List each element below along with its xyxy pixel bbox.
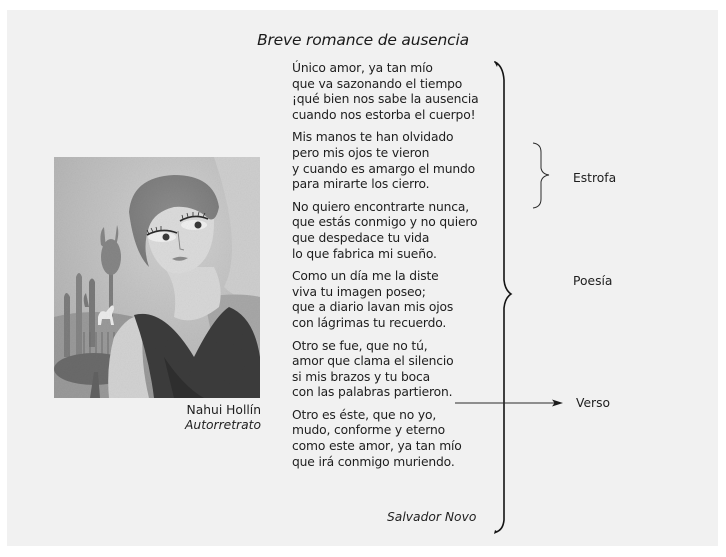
verse-line: con lágrimas tu recuerdo. [292, 315, 447, 330]
poem-label: Poesía [573, 274, 613, 288]
verse-line: No quiero encontrarte nunca, [292, 199, 470, 214]
verse-line: amor que clama el silencio [292, 354, 454, 369]
poem-brace-icon [495, 62, 511, 532]
verse-label: Verso [576, 396, 611, 410]
verse-line: cuando nos estorba el cuerpo! [292, 107, 476, 122]
verse-line: para mirarte los cierro. [292, 177, 430, 192]
verse-line: con las palabras partieron. [292, 385, 453, 400]
verse-line: que a diario lavan mis ojos [292, 300, 454, 315]
verse-line: Otro es éste, que no yo, [292, 407, 437, 422]
verse-line: Otro se fue, que no tú, [292, 338, 428, 353]
verse-line: Único amor, ya tan mío [292, 61, 433, 75]
verse-line: lo que fabrica mi sueño. [292, 246, 437, 261]
stanza-brace-icon [533, 143, 549, 208]
verse-line: si mis brazos y tu boca [292, 369, 431, 384]
painting-artist: Nahui Hollín [186, 403, 261, 417]
poem-author: Salvador Novo [387, 510, 477, 524]
verse-line: que va sazonando el tiempo [292, 76, 463, 91]
verse-line: viva tu imagen poseo; [292, 284, 426, 299]
verse-line: Mis manos te han olvidado [292, 130, 454, 145]
verse-line: Como un día me la diste [292, 269, 439, 284]
verse-line: mudo, conforme y eterno [292, 423, 445, 438]
verse-line: que irá conmigo muriendo. [292, 454, 455, 469]
verse-line: y cuando es amargo el mundo [292, 161, 476, 176]
verse-line: pero mis ojos te vieron [292, 145, 430, 160]
verse-line: que despedace tu vida [292, 230, 430, 245]
verse-line: ¡qué bien nos sabe la ausencia [292, 92, 479, 107]
verse-line: que estás conmigo y no quiero [292, 215, 478, 230]
verse-line: como este amor, ya tan mío [292, 439, 462, 454]
painting-title: Autorretrato [185, 418, 261, 432]
poem-title: Breve romance de ausencia [257, 31, 469, 49]
stanza-label: Estrofa [573, 171, 617, 185]
